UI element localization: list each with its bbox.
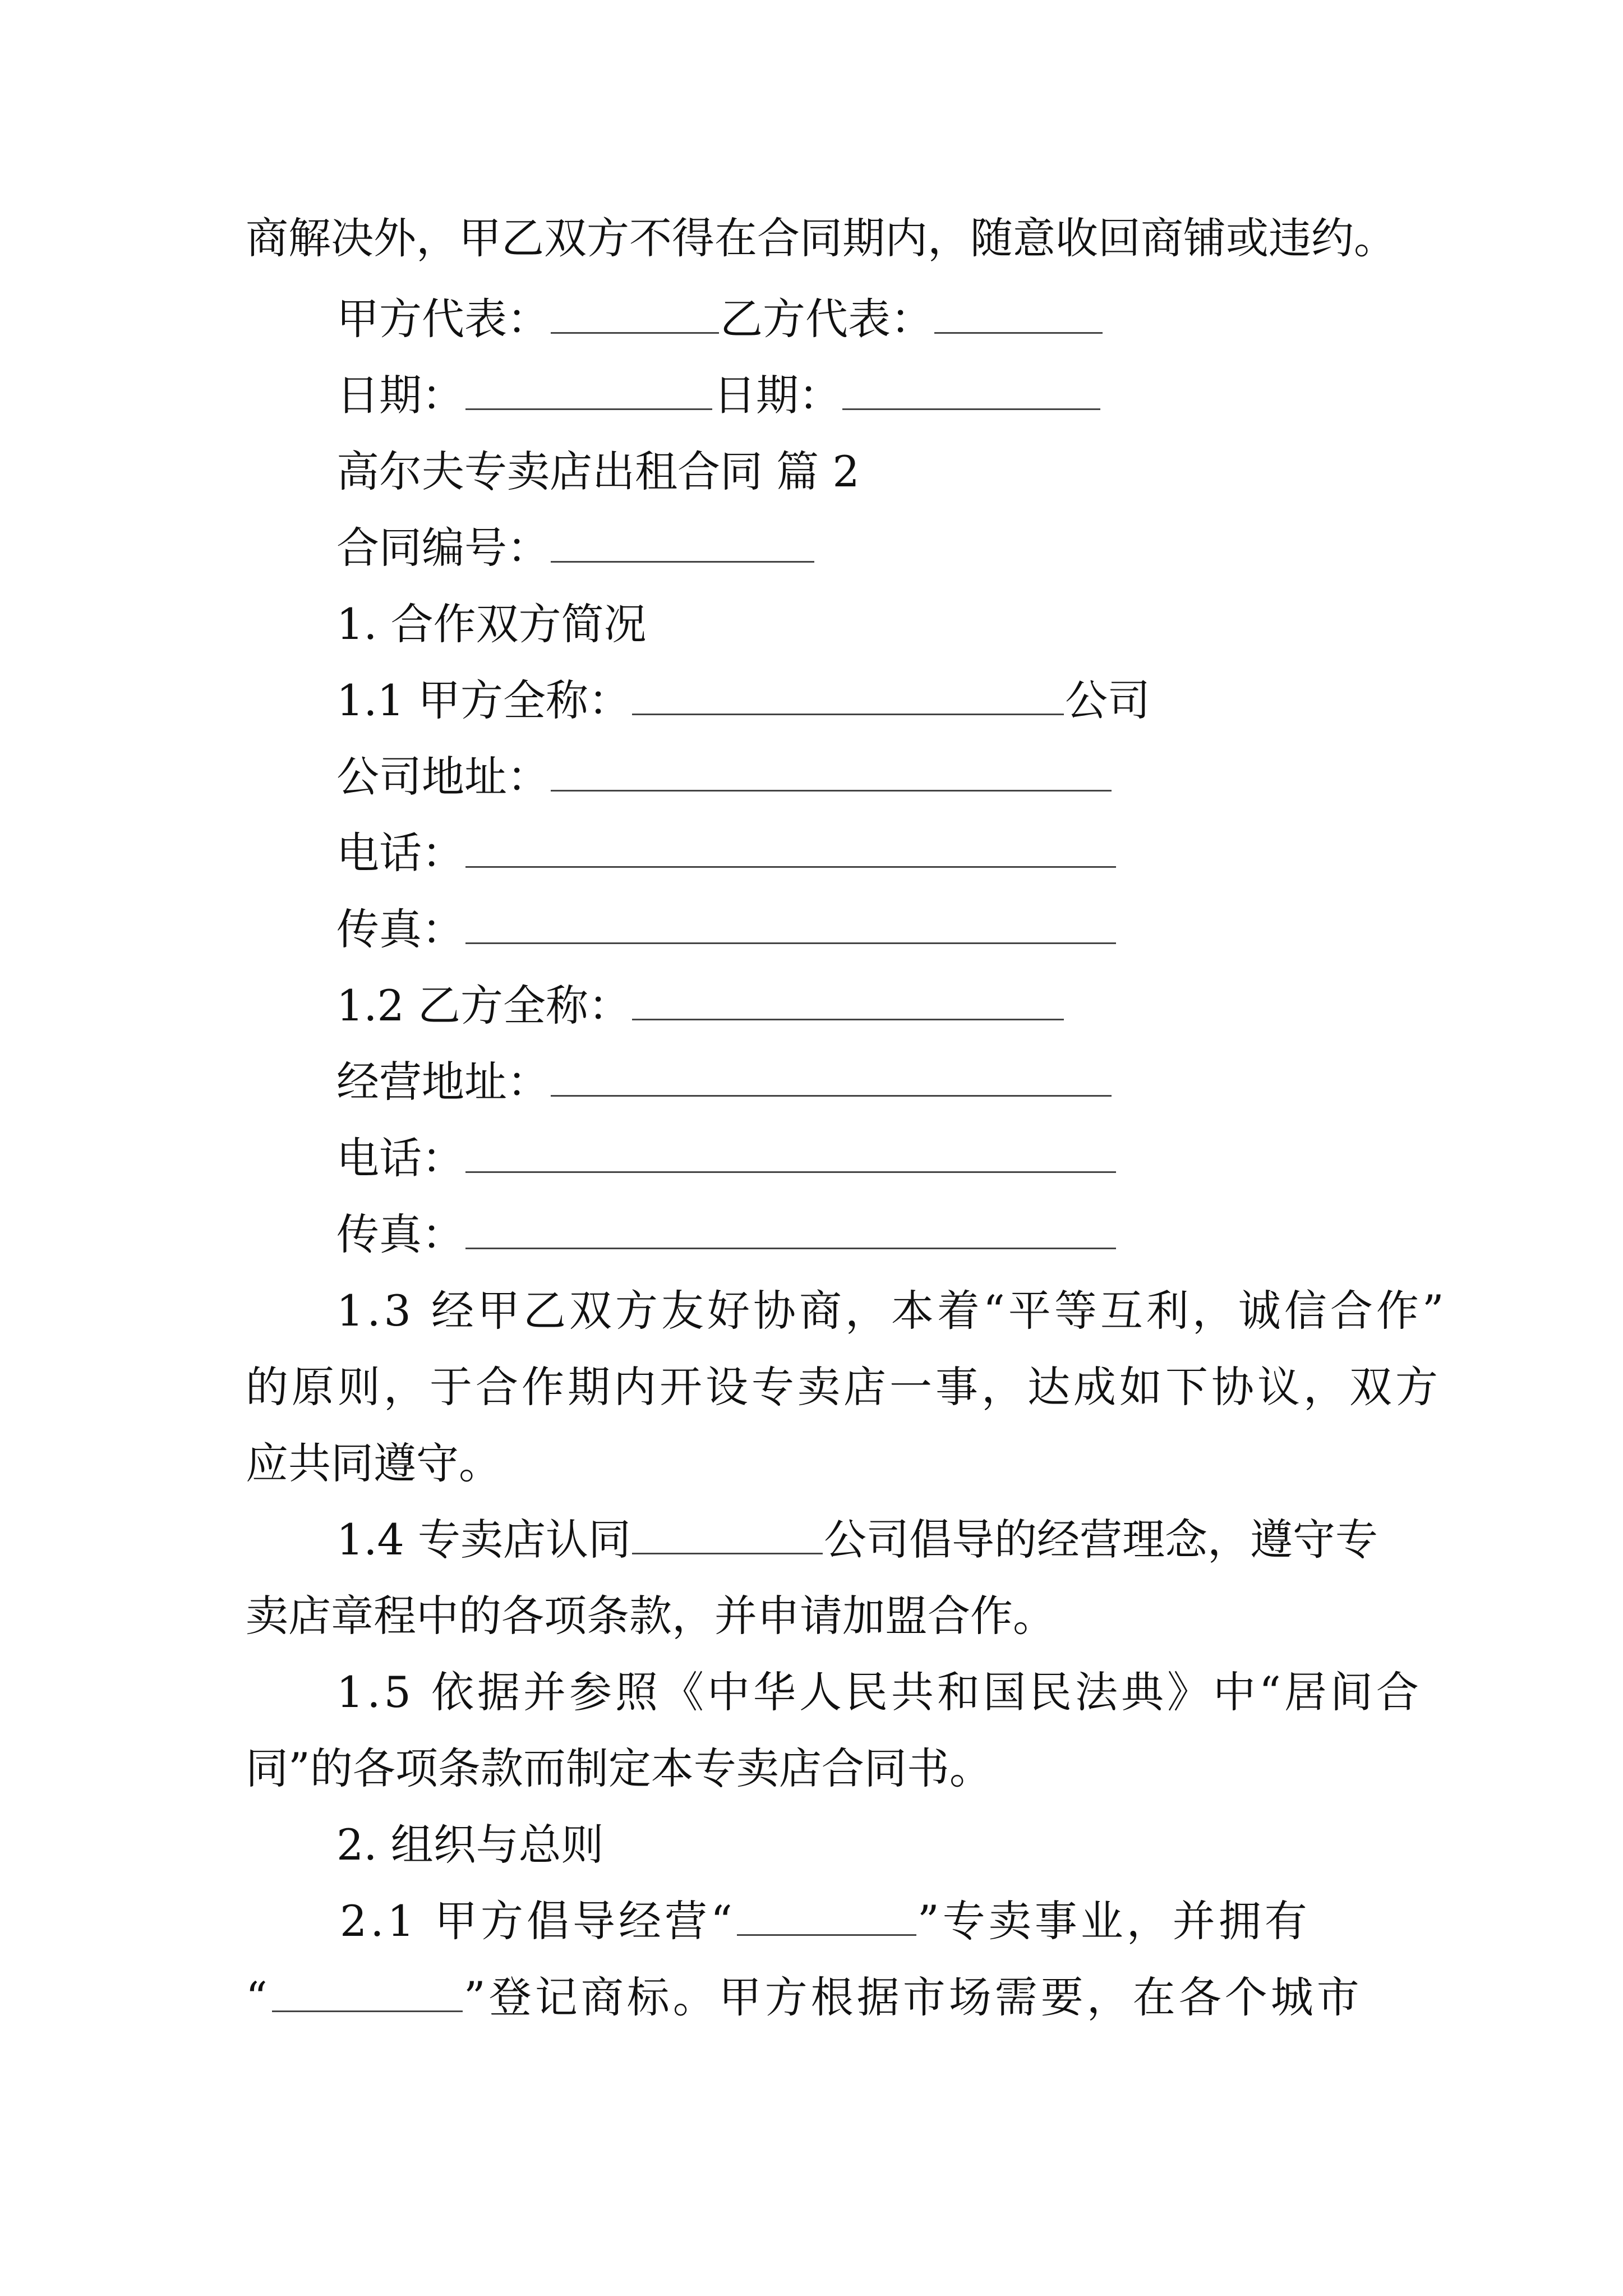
fax-label: 传真：: [336, 1209, 464, 1259]
clause-text: ”专卖事业，并拥有: [917, 1896, 1311, 1946]
party-b-name-blank[interactable]: [632, 984, 1064, 1020]
clause-text: 公司倡导的经营理念，遵守专: [824, 1515, 1378, 1565]
text-line: [336, 1280, 1447, 1342]
party-a-rep-label: 甲方代表：: [336, 294, 550, 344]
trademark-blank[interactable]: [272, 1976, 463, 2012]
clause-text: 1.3 经甲乙双方友好协商，本着“平等互利，诚信合作”: [336, 1286, 1447, 1336]
clause-text: 1.5 依据并参照《中华人民共和国民法典》中“居间合: [336, 1667, 1422, 1717]
text-line: [246, 1585, 1055, 1647]
clause-1-4-line: [336, 1509, 1378, 1571]
text-line: [336, 1662, 1422, 1723]
party-b-date-label: 日期：: [713, 370, 841, 420]
company-address-blank[interactable]: [551, 755, 1112, 792]
phone-label: 电话：: [336, 828, 464, 878]
business-address-label: 经营地址：: [336, 1057, 550, 1107]
party-b-rep-label: 乙方代表：: [720, 294, 933, 344]
party-a-rep-blank[interactable]: [551, 297, 719, 334]
text-line: [336, 593, 647, 655]
phone-blank[interactable]: [465, 1137, 1116, 1173]
party-a-name-label: 1.1 甲方全称：: [336, 675, 631, 725]
phone-label: 电话：: [336, 1133, 464, 1183]
clause-text: ”登记商标。甲方根据市场需要，在各个城市: [463, 1972, 1363, 2022]
fax-blank[interactable]: [465, 908, 1116, 944]
text-line: [246, 1356, 1441, 1418]
party-b-date-blank[interactable]: [842, 374, 1100, 410]
signature-line-representatives: [336, 288, 1104, 350]
contract-number-blank[interactable]: [551, 526, 814, 563]
company-address-label: 公司地址：: [336, 752, 550, 802]
party-a-date-blank[interactable]: [465, 374, 712, 410]
phone-blank[interactable]: [465, 831, 1116, 868]
text-line: [246, 1738, 992, 1800]
contract-title: 高尔夫专卖店出租合同 篇 2: [336, 447, 860, 496]
clause-heading: 2. 组织与总则: [336, 1820, 604, 1870]
clause-text: 1.4 专卖店认同: [336, 1515, 631, 1565]
clause-text: 2.1 甲方倡导经营“: [340, 1896, 736, 1946]
company-suffix: 公司: [1065, 675, 1151, 725]
contract-number-label: 合同编号：: [336, 523, 550, 573]
text-line: [336, 1814, 604, 1876]
clause-2-1-line: [340, 1890, 1311, 1952]
fax-blank[interactable]: [465, 1213, 1116, 1249]
clause-heading: 1. 合作双方简况: [336, 599, 647, 649]
party-a-name-line: [336, 670, 1150, 731]
party-b-rep-blank[interactable]: [934, 297, 1103, 334]
clause-text: “: [246, 1972, 271, 2022]
clause-text: 的原则，于合作期内开设专卖店一事，达成如下协议，双方: [246, 1362, 1441, 1412]
business-address-blank[interactable]: [551, 1060, 1112, 1097]
clause-text: 卖店章程中的各项条款，并申请加盟合作。: [246, 1591, 1055, 1641]
text-line: [246, 208, 1396, 269]
business-name-blank[interactable]: [737, 1899, 916, 1936]
party-b-name-line: [336, 975, 1065, 1037]
trademark-line: [246, 1967, 1363, 2028]
fax-line-a: [336, 899, 1117, 960]
fax-line-b: [336, 1204, 1117, 1266]
clause-text: 应共同遵守。: [246, 1438, 501, 1488]
company-name-blank[interactable]: [632, 1518, 823, 1554]
contract-number-line: [336, 517, 815, 579]
phone-line-a: [336, 822, 1117, 884]
party-a-date-label: 日期：: [336, 370, 464, 420]
business-address-line: [336, 1051, 1113, 1113]
fax-label: 传真：: [336, 904, 464, 954]
party-b-name-label: 1.2 乙方全称：: [336, 981, 631, 1030]
phone-line-b: [336, 1128, 1117, 1189]
clause-text: 同”的各项条款而制定本专卖店合同书。: [246, 1743, 992, 1793]
party-a-name-blank[interactable]: [632, 679, 1064, 715]
section-heading: [336, 441, 860, 503]
line-text: 商解决外，甲乙双方不得在合同期内，随意收回商铺或违约。: [246, 213, 1396, 263]
signature-line-dates: [336, 365, 1101, 426]
company-address-line: [336, 746, 1113, 808]
text-line: [246, 1433, 501, 1494]
